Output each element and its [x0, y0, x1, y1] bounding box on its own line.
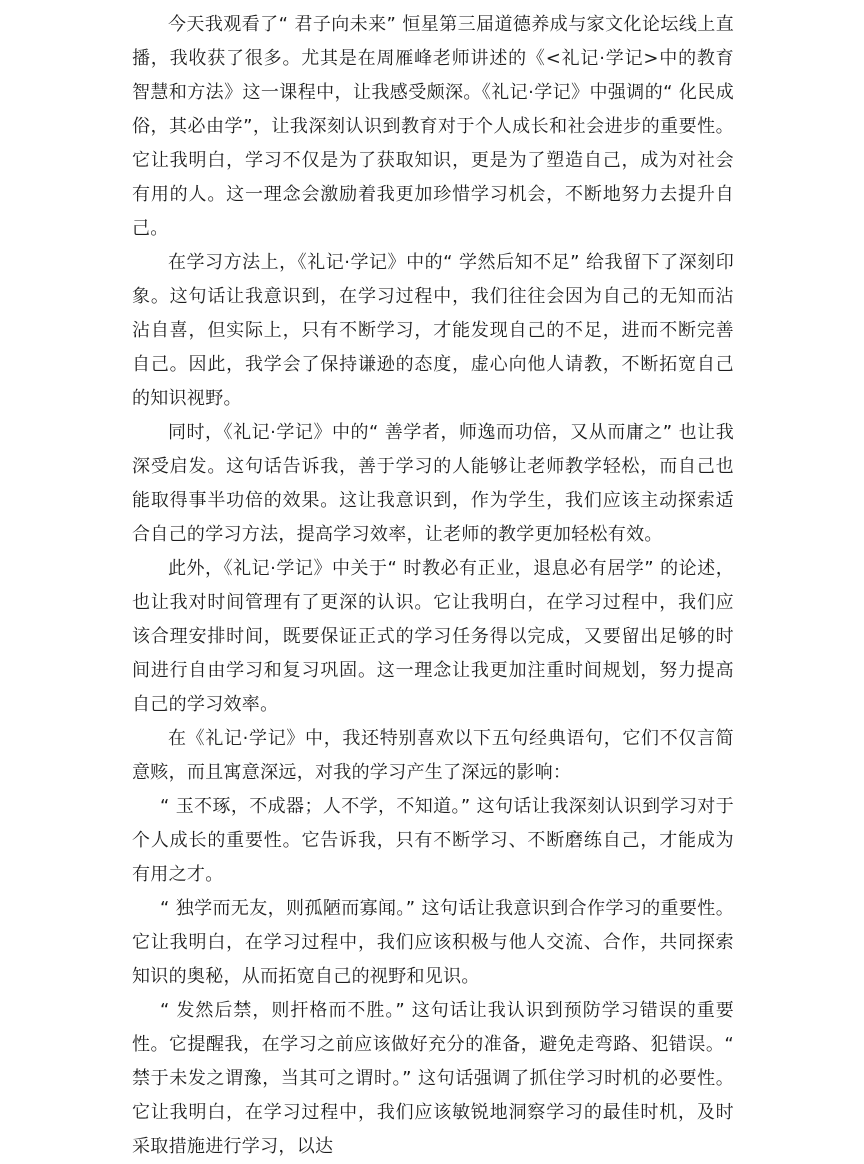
quote-paragraph-1: “ 玉不琢，不成器；人不学，不知道。” 这句话让我深刻认识到学习对于个人成长的重要性。它告诉我，只有不断学习、不断磨练自己，才能成为有用之才。 [132, 796, 734, 885]
article-body [132, 8, 734, 1164]
paragraph-2: 在学习方法上，《礼记·学记》中的“ 学然后知不足” 给我留下了深刻印象。这句话让我意识到，在学习过程中，我们往往会因为自己的无知而沾沾自喜，但实际上，只有不断学习，才能发现自己的不足，进而不断完善自己。因此，我学会了保持谦逊的态度，虚心向他人请教，不断拓宽自己的知识视野。 [132, 252, 734, 409]
paragraph-5: 在《礼记·学记》中，我还特别喜欢以下五句经典语句，它们不仅言简意赅，而且寓意深远，对我的学习产生了深远的影响： [132, 728, 734, 783]
paragraph-1: 今天我观看了“ 君子向未来” 恒星第三届道德养成与家文化论坛线上直播，我收获了很多。尤其是在周雁峰老师讲述的《<礼记·学记>中的教育智慧和方法》这一课程中，让我感受颇深。《礼记·学记》中强调的“ 化民成俗，其必由学”，让我深刻认识到教育对于个人成长和社会进步的重要性。它让我明白，学习不仅是为了获取知识，更是为了塑造自己，成为对社会有用的人。这一理念会激励着我更加珍惜学习机会，不断地努力去提升自己。 [132, 14, 734, 239]
quote-paragraph-3: “ 发然后禁，则扞格而不胜。” 这句话让我认识到预防学习错误的重要性。它提醒我，在学习之前应该做好充分的准备，避免走弯路、犯错误。“ 禁于未发之谓豫，当其可之谓时。” 这句话强调了抓住学习时机的必要性。它让我明白，在学习过程中，我们应该敏锐地洞察学习的最佳时机，及时采取措施进行学习，以达 [132, 1000, 734, 1157]
quote-paragraph-2: “ 独学而无友，则孤陋而寡闻。” 这句话让我意识到合作学习的重要性。它让我明白，在学习过程中，我们应该积极与他人交流、合作，共同探索知识的奥秘，从而拓宽自己的视野和见识。 [132, 898, 734, 987]
paragraph-3: 同时，《礼记·学记》中的“ 善学者，师逸而功倍，又从而庸之” 也让我深受启发。这句话告诉我，善于学习的人能够让老师教学轻松，而自己也能取得事半功倍的效果。这让我意识到，作为学生，我们应该主动探索适合自己的学习方法，提高学习效率，让老师的教学更加轻松有效。 [132, 422, 734, 545]
paragraph-4: 此外，《礼记·学记》中关于“ 时教必有正业，退息必有居学” 的论述，也让我对时间管理有了更深的认识。它让我明白，在学习过程中，我们应该合理安排时间，既要保证正式的学习任务得以完成，又要留出足够的时间进行自由学习和复习巩固。这一理念让我更加注重时间规划，努力提高自己的学习效率。 [132, 558, 734, 715]
